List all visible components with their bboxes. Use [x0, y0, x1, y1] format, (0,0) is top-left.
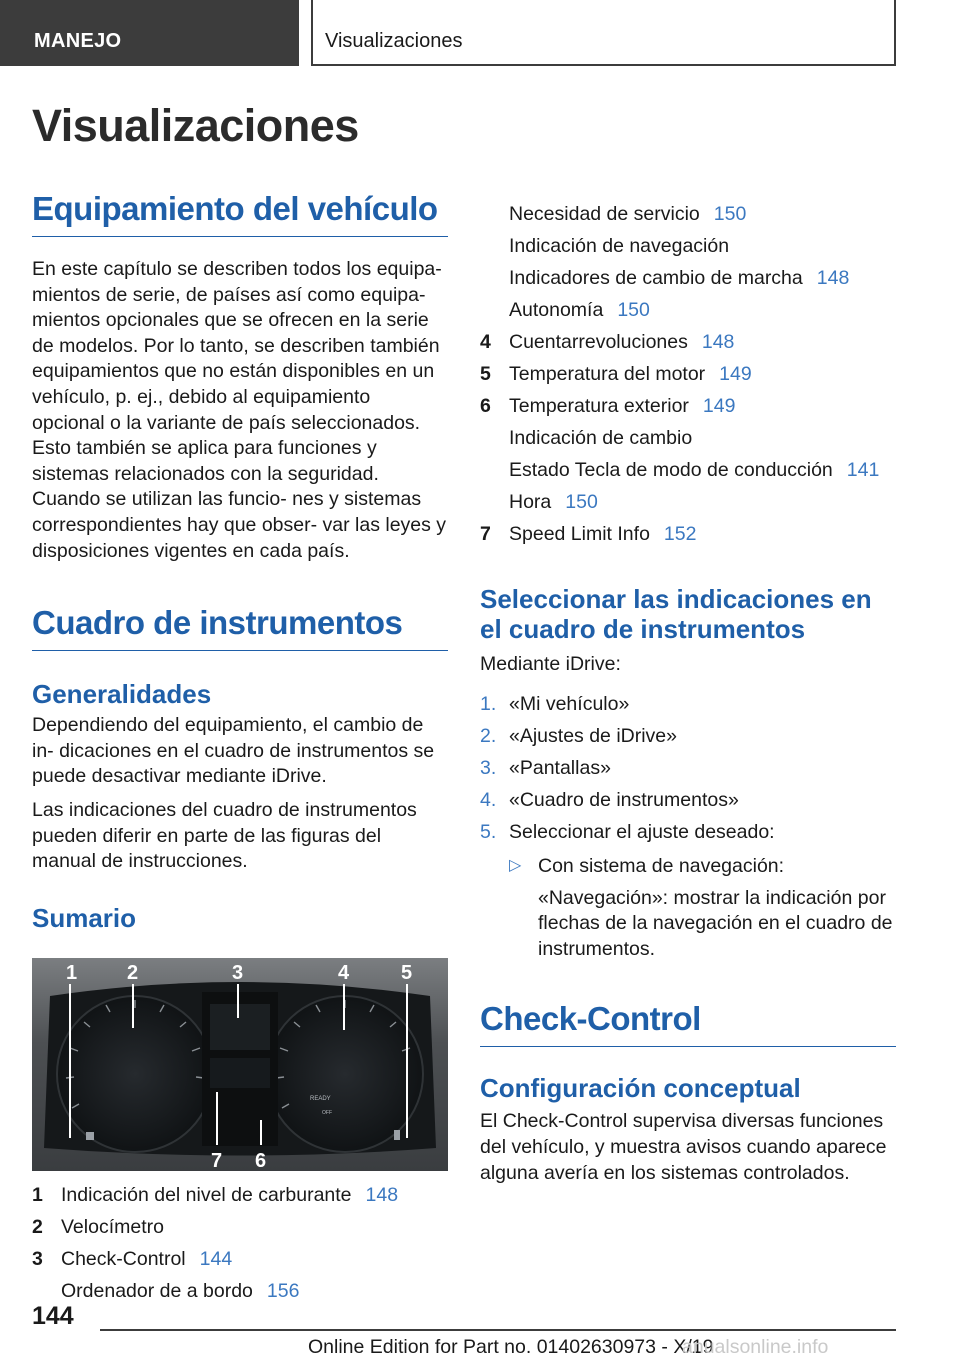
legend-item — [480, 198, 896, 230]
page-reference-link[interactable]: 150 — [617, 299, 650, 321]
off-indicator: OFF — [322, 1109, 332, 1116]
page-reference-link[interactable]: 150 — [565, 491, 598, 513]
check-control-text: El Check-Control supervisa diversas funciones del vehículo, y muestra avisos cuando aparece alguna avería en los sistemas controlados. — [480, 1110, 887, 1184]
page-reference-link[interactable]: 148 — [365, 1183, 399, 1206]
heading-configuracion-conceptual: Configuración conceptual — [480, 1073, 801, 1104]
legend-text: Temperatura del motor — [509, 363, 706, 385]
step-text: «Mi vehículo» — [509, 692, 630, 715]
left-column — [32, 190, 448, 1307]
callout-3: 3 — [232, 961, 244, 984]
legend-text: Necesidad de servicio — [509, 203, 700, 225]
step-number: 1. — [480, 692, 497, 715]
legend-item — [480, 390, 896, 422]
page-reference-link[interactable]: 149 — [719, 363, 752, 385]
legend-text: Ordenador de a bordo — [61, 1279, 253, 1302]
page-reference-link[interactable]: 141 — [846, 459, 880, 481]
footer-divider — [100, 1329, 896, 1331]
section-tab — [0, 0, 299, 66]
legend-text: Hora — [509, 491, 552, 513]
page-number: 144 — [32, 1302, 74, 1330]
page-reference-link[interactable]: 156 — [266, 1279, 300, 1302]
legend-number — [480, 294, 509, 326]
legend-number — [480, 262, 509, 294]
legend-item — [480, 262, 896, 294]
sub-bullet-detail: «Navegación»: mostrar la indicación por flechas de la navegación en el cuadro de instrumentos. — [538, 886, 893, 960]
legend-text: Cuentarrevoluciones — [509, 331, 688, 353]
callout-6: 6 — [255, 1149, 267, 1171]
legend-number: 1 — [32, 1183, 43, 1206]
generalidades-text-1: Dependiendo del equipamiento, el cambio de in- dicaciones en el cuadro de instrumentos se puede desactivar mediante iDrive. — [32, 714, 435, 788]
callout-5: 5 — [401, 961, 413, 984]
step-text: «Ajustes de iDrive» — [509, 724, 677, 747]
ready-indicator: READY — [310, 1095, 331, 1102]
triangle-bullet-icon: ▷ — [509, 856, 522, 874]
legend-item — [32, 1211, 448, 1243]
legend-item — [32, 1243, 448, 1275]
seleccionar-intro: Mediante iDrive: — [480, 653, 621, 675]
callout-7: 7 — [211, 1149, 223, 1171]
step-item — [480, 720, 896, 752]
legend-item — [480, 230, 896, 262]
fuel-icon — [86, 1132, 94, 1140]
page-reference-link[interactable]: 148 — [816, 267, 850, 289]
legend-number: 3 — [32, 1247, 43, 1270]
heading-check-control: Check-Control — [480, 1000, 896, 1047]
legend-number — [480, 198, 509, 230]
right-column — [480, 198, 896, 1186]
legend-number: 5 — [480, 363, 491, 385]
sub-bullet-text: Con sistema de navegación: — [538, 854, 785, 877]
legend-item — [480, 486, 896, 518]
legend-item — [480, 454, 896, 486]
page-title: Visualizaciones — [32, 100, 359, 151]
legend-text: Indicación de navegación — [509, 235, 730, 257]
steps-list — [480, 688, 896, 848]
legend-item — [480, 294, 896, 326]
legend-item — [32, 1179, 448, 1211]
legend-item — [480, 326, 896, 358]
legend-left — [32, 1179, 448, 1307]
legend-text: Check-Control — [61, 1247, 186, 1270]
step-text: «Pantallas» — [509, 756, 611, 779]
legend-text: Indicación de cambio — [509, 427, 693, 449]
legend-number — [480, 230, 509, 262]
step-text: «Cuadro de instrumentos» — [509, 788, 739, 811]
heading-generalidades: Generalidades — [32, 679, 212, 710]
callout-1: 1 — [66, 961, 78, 984]
chapter-tab — [311, 0, 896, 66]
legend-number: 6 — [480, 395, 491, 417]
legend-item — [480, 422, 896, 454]
sub-bullet-row — [509, 850, 896, 882]
page-reference-link[interactable]: 152 — [663, 523, 697, 545]
legend-text: Autonomía — [509, 299, 604, 321]
step-item — [480, 816, 896, 848]
legend-text: Indicadores de cambio de marcha — [509, 267, 803, 289]
callout-2: 2 — [127, 961, 139, 984]
generalidades-text-2: Las indicaciones del cuadro de instrumentos pueden diferir en parte de las figuras del manual de instrucciones. — [32, 798, 417, 873]
step-number: 2. — [480, 724, 497, 747]
legend-number: 7 — [480, 523, 491, 545]
legend-number: 2 — [32, 1215, 43, 1238]
step-text: Seleccionar el ajuste deseado: — [509, 820, 775, 843]
legend-item — [32, 1275, 448, 1307]
computer-display — [210, 1058, 270, 1088]
heading-seleccionar-indicaciones: Seleccionar las indicaciones en el cuadro de instrumentos — [480, 584, 872, 644]
chapter-label: Visualizaciones — [325, 30, 463, 52]
watermark: anualsonline.info — [682, 1336, 829, 1358]
instrument-cluster-figure — [32, 958, 448, 1171]
page-reference-link[interactable]: 149 — [702, 395, 736, 417]
page-reference-link[interactable]: 148 — [701, 331, 735, 353]
legend-text: Estado Tecla de modo de conducción — [509, 459, 833, 481]
step-number: 3. — [480, 756, 497, 779]
legend-text: Indicación del nivel de carburante — [61, 1183, 352, 1206]
edition-note: Online Edition for Part no. 01402630973 - X/19 — [308, 1336, 714, 1358]
legend-right — [480, 198, 896, 550]
callout-4: 4 — [338, 961, 350, 984]
step-number: 4. — [480, 788, 497, 811]
legend-number: 4 — [480, 331, 491, 353]
legend-text: Velocímetro — [61, 1215, 164, 1238]
temperature-icon — [394, 1130, 400, 1140]
equipamiento-text: En este capítulo se describen todos los equipa- mientos de serie, de países así como equipa- mientos opcionales que se ofrecen en la serie de modelos. Por lo tanto, se describen también equipamientos que no están disponibles en un vehículo, p. ej., debido al equipamiento opcional o la variante de país seleccionados. Esto también se aplica para funciones y sistemas relacionados con la seguridad. Cuando se utilizan las funcio- nes y sistemas correspondientes hay que obser- var las leyes y disposiciones vigentes en cada país. — [32, 258, 447, 562]
heading-equipamiento: Equipamiento del vehículo — [32, 190, 448, 237]
step-item — [480, 752, 896, 784]
legend-number — [480, 486, 509, 518]
page-reference-link[interactable]: 144 — [199, 1247, 233, 1270]
legend-text: Speed Limit Info — [509, 523, 650, 545]
section-label: MANEJO — [34, 30, 122, 52]
step-item — [480, 688, 896, 720]
legend-item — [480, 518, 896, 550]
legend-number — [480, 422, 509, 454]
page-reference-link[interactable]: 150 — [713, 203, 747, 225]
cluster-illustration — [32, 958, 448, 1171]
check-control-display — [210, 1004, 270, 1050]
heading-cuadro-instrumentos: Cuadro de instrumentos — [32, 604, 448, 651]
legend-number — [480, 454, 509, 486]
legend-text: Temperatura exterior — [509, 395, 689, 417]
step-number: 5. — [480, 820, 497, 843]
speedometer-dial — [57, 996, 213, 1152]
heading-sumario: Sumario — [32, 902, 137, 933]
legend-item — [480, 358, 896, 390]
step-item — [480, 784, 896, 816]
